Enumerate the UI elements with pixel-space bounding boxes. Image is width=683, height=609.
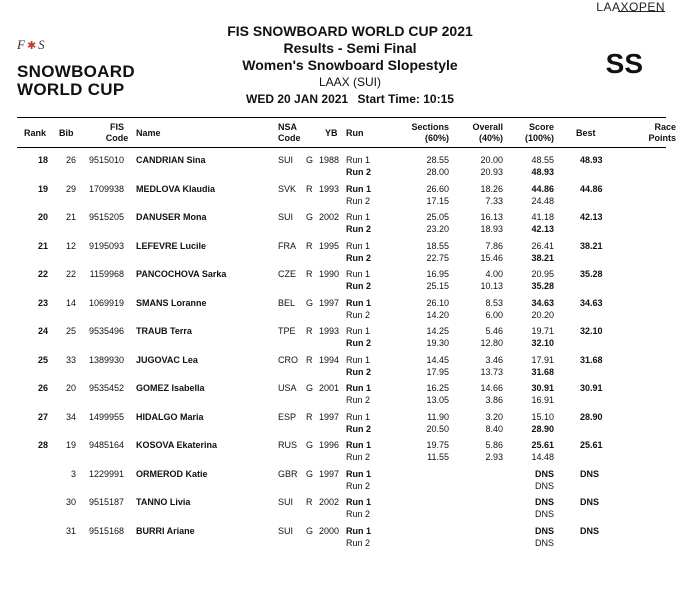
cell-g: R bbox=[306, 269, 313, 279]
run-overall: 5.86 bbox=[485, 440, 503, 450]
discipline-code: SS bbox=[605, 48, 643, 79]
run-score: 31.68 bbox=[531, 366, 554, 377]
cell-name: DANUSER Mona bbox=[136, 212, 207, 222]
cell-yb: 1993 bbox=[319, 326, 340, 336]
cell-g: R bbox=[306, 326, 313, 336]
cell-best: 42.13 bbox=[580, 212, 603, 222]
cell-rank: 19 bbox=[37, 183, 48, 194]
run-score: DNS bbox=[534, 497, 554, 507]
run-label: Run 2 bbox=[346, 167, 372, 177]
run-score: 19.71 bbox=[531, 326, 554, 336]
cell-g: G bbox=[306, 297, 314, 308]
col-run: Run bbox=[346, 128, 364, 138]
run-overall: 3.46 bbox=[485, 354, 503, 365]
cell-fis: 9535452 bbox=[88, 383, 124, 393]
cell-g: R bbox=[306, 354, 313, 365]
run-label: Run 1 bbox=[346, 240, 371, 251]
cell-nsa: SUI bbox=[278, 497, 294, 507]
run-label: Run 1 bbox=[346, 383, 372, 393]
run-score: 25.61 bbox=[531, 440, 554, 450]
event-name: Women's Snowboard Slopestyle bbox=[242, 57, 458, 73]
start-time: Start Time: 10:15 bbox=[357, 92, 454, 106]
col-overall-l2: (40%) bbox=[478, 133, 503, 143]
run-label: Run 2 bbox=[346, 195, 371, 206]
cell-nsa: USA bbox=[278, 383, 297, 393]
cell-nsa: SVK bbox=[278, 183, 297, 194]
run-overall: 18.26 bbox=[480, 183, 503, 194]
event-date: WED 20 JAN 2021 bbox=[246, 92, 349, 106]
cell-rank: 20 bbox=[37, 212, 48, 222]
run-score: 14.48 bbox=[531, 452, 554, 462]
cell-rank: 28 bbox=[37, 440, 48, 450]
run-sections: 28.55 bbox=[426, 155, 449, 165]
cell-best: DNS bbox=[580, 468, 600, 479]
cell-best: 34.63 bbox=[580, 297, 603, 308]
run-label: Run 1 bbox=[346, 183, 372, 194]
cell-best: DNS bbox=[580, 525, 600, 536]
cell-bib: 29 bbox=[65, 183, 76, 194]
cell-bib: 30 bbox=[65, 497, 76, 507]
run-sections: 11.55 bbox=[427, 452, 449, 462]
cell-rank: 22 bbox=[37, 269, 48, 279]
cell-best: 30.91 bbox=[580, 383, 603, 393]
snowboard-world-cup-logo bbox=[17, 37, 135, 99]
cell-rank: 26 bbox=[37, 383, 48, 393]
run-sections: 16.95 bbox=[426, 269, 449, 279]
cell-yb: 1990 bbox=[319, 269, 340, 279]
cell-g: R bbox=[306, 183, 313, 194]
run-label: Run 2 bbox=[346, 480, 371, 491]
run-overall: 10.13 bbox=[480, 281, 503, 291]
run-sections: 26.10 bbox=[426, 297, 449, 308]
cell-name: TRAUB Terra bbox=[136, 326, 192, 336]
cell-bib: 21 bbox=[65, 212, 76, 222]
cell-yb: 1994 bbox=[319, 354, 340, 365]
cell-nsa: BEL bbox=[278, 297, 296, 308]
cell-name: BURRI Ariane bbox=[136, 525, 195, 536]
venue: LAAX (SUI) bbox=[318, 75, 381, 89]
cell-yb: 1993 bbox=[319, 183, 340, 194]
col-sections bbox=[395, 122, 449, 144]
logo-line1: SNOWBOARD bbox=[17, 62, 135, 81]
col-overall-l1: Overall bbox=[472, 122, 503, 132]
run-score: 32.10 bbox=[531, 338, 554, 348]
run-label: Run 2 bbox=[346, 452, 371, 462]
run-label: Run 1 bbox=[346, 497, 372, 507]
run-score: DNS bbox=[534, 537, 554, 548]
cell-fis: 1389930 bbox=[88, 354, 124, 365]
cell-yb: 1995 bbox=[319, 240, 340, 251]
cell-best: 35.28 bbox=[580, 269, 603, 279]
cell-g: R bbox=[306, 240, 313, 251]
cell-nsa: FRA bbox=[278, 240, 296, 251]
run-label: Run 2 bbox=[346, 366, 372, 377]
run-sections: 19.75 bbox=[426, 440, 449, 450]
cell-name: KOSOVA Ekaterina bbox=[136, 440, 218, 450]
col-yb: YB bbox=[325, 128, 338, 138]
col-nsa-code bbox=[278, 122, 301, 144]
run-label: Run 1 bbox=[346, 411, 371, 422]
table-header-rule bbox=[17, 147, 666, 148]
run-sections: 20.50 bbox=[426, 423, 449, 434]
run-sections: 14.25 bbox=[426, 326, 449, 336]
cell-bib: 22 bbox=[65, 269, 76, 279]
cell-best: DNS bbox=[580, 497, 600, 507]
sponsor-underline bbox=[618, 11, 665, 12]
cell-bib: 14 bbox=[65, 297, 76, 308]
cell-bib: 20 bbox=[65, 383, 76, 393]
run-label: Run 1 bbox=[346, 354, 371, 365]
run-score: 35.28 bbox=[531, 281, 554, 291]
col-race-points-l1: Race bbox=[654, 122, 676, 132]
cell-fis: 9535496 bbox=[88, 326, 124, 336]
run-label: Run 1 bbox=[346, 468, 372, 479]
cell-yb: 1997 bbox=[319, 468, 340, 479]
run-sections: 16.25 bbox=[426, 383, 449, 393]
run-score: 48.93 bbox=[531, 167, 554, 177]
date-line bbox=[200, 91, 500, 108]
col-fis-code bbox=[100, 122, 134, 144]
cell-fis: 1709938 bbox=[88, 183, 124, 194]
cell-fis: 1499955 bbox=[88, 411, 124, 422]
run-score: 20.95 bbox=[531, 269, 554, 279]
run-overall: 8.40 bbox=[485, 423, 503, 434]
run-sections: 14.45 bbox=[426, 354, 449, 365]
cell-nsa: SUI bbox=[278, 212, 294, 222]
col-nsa-code-l1: NSA bbox=[278, 122, 298, 132]
cell-rank: 21 bbox=[37, 240, 48, 251]
cell-g: G bbox=[306, 155, 314, 165]
cell-fis: 1159968 bbox=[89, 269, 124, 279]
run-overall: 4.00 bbox=[485, 269, 503, 279]
cell-nsa: SUI bbox=[278, 525, 294, 536]
cell-yb: 2002 bbox=[319, 212, 340, 222]
cell-best: 28.90 bbox=[580, 411, 603, 422]
run-sections: 13.05 bbox=[426, 395, 449, 405]
run-label: Run 2 bbox=[346, 537, 371, 548]
cell-yb: 1996 bbox=[319, 440, 340, 450]
run-score: 48.55 bbox=[531, 155, 554, 165]
run-sections: 23.20 bbox=[426, 224, 449, 234]
run-score: DNS bbox=[534, 509, 554, 519]
cell-rank: 24 bbox=[37, 326, 48, 336]
run-overall: 20.93 bbox=[480, 167, 503, 177]
cell-fis: 9515205 bbox=[88, 212, 124, 222]
cell-best: 44.86 bbox=[580, 183, 603, 194]
cell-bib: 34 bbox=[65, 411, 76, 422]
report-title: FIS SNOWBOARD WORLD CUP 2021 bbox=[227, 23, 473, 39]
run-overall: 7.33 bbox=[485, 195, 503, 206]
cell-best: 31.68 bbox=[580, 354, 603, 365]
cell-nsa: RUS bbox=[278, 440, 298, 450]
cell-g: G bbox=[306, 468, 314, 479]
run-score: DNS bbox=[534, 525, 554, 536]
cell-g: G bbox=[306, 212, 314, 222]
cell-nsa: SUI bbox=[278, 155, 294, 165]
report-subtitle: Results - Semi Final bbox=[283, 40, 417, 56]
cell-yb: 2000 bbox=[319, 525, 340, 536]
cell-g: G bbox=[306, 383, 314, 393]
run-score: DNS bbox=[534, 480, 554, 491]
cell-bib: 33 bbox=[65, 354, 76, 365]
run-score: DNS bbox=[534, 468, 554, 479]
run-label: Run 2 bbox=[346, 252, 372, 263]
run-overall: 12.80 bbox=[480, 338, 503, 348]
run-label: Run 1 bbox=[346, 525, 372, 536]
run-score: 15.10 bbox=[531, 411, 554, 422]
col-bib: Bib bbox=[59, 128, 74, 138]
run-sections: 26.60 bbox=[426, 183, 449, 194]
cell-bib: 26 bbox=[65, 155, 76, 165]
col-fis-code-l2: Code bbox=[105, 133, 129, 143]
run-label: Run 1 bbox=[346, 155, 371, 165]
cell-best: 25.61 bbox=[580, 440, 603, 450]
cell-yb: 2002 bbox=[319, 497, 340, 507]
run-label: Run 2 bbox=[346, 281, 372, 291]
run-overall: 18.93 bbox=[480, 224, 503, 234]
run-overall: 3.20 bbox=[485, 411, 503, 422]
cell-name: JUGOVAC Lea bbox=[136, 354, 198, 365]
cell-yb: 2001 bbox=[319, 383, 340, 393]
col-fis-code-l1: FIS bbox=[109, 122, 124, 132]
run-overall: 2.93 bbox=[485, 452, 503, 462]
col-sections-l2: (60%) bbox=[424, 133, 449, 143]
run-overall: 7.86 bbox=[485, 240, 503, 251]
run-score: 20.20 bbox=[531, 309, 554, 320]
run-sections: 19.30 bbox=[426, 338, 449, 348]
run-sections: 17.15 bbox=[426, 195, 449, 206]
cell-fis: 1069919 bbox=[88, 297, 124, 308]
col-overall bbox=[455, 122, 503, 144]
run-label: Run 1 bbox=[346, 440, 372, 450]
run-overall: 16.13 bbox=[480, 212, 503, 222]
cell-bib: 12 bbox=[65, 240, 76, 251]
cell-nsa: TPE bbox=[278, 326, 296, 336]
col-race-points-l2: Points bbox=[648, 133, 676, 143]
cell-g: R bbox=[306, 497, 313, 507]
cell-yb: 1988 bbox=[319, 155, 340, 165]
run-label: Run 2 bbox=[346, 338, 372, 348]
cell-name: CANDRIAN Sina bbox=[136, 155, 206, 165]
run-label: Run 1 bbox=[346, 326, 371, 336]
run-overall: 3.86 bbox=[485, 395, 503, 405]
run-score: 44.86 bbox=[531, 183, 554, 194]
cell-fis: 9485164 bbox=[88, 440, 124, 450]
run-overall: 6.00 bbox=[485, 309, 503, 320]
col-best: Best bbox=[576, 128, 596, 138]
run-sections: 17.95 bbox=[426, 366, 449, 377]
logo-line2: WORLD CUP bbox=[17, 80, 125, 99]
cell-yb: 1997 bbox=[319, 297, 340, 308]
cell-fis: 9195093 bbox=[88, 240, 124, 251]
col-race-points bbox=[630, 122, 676, 144]
run-score: 26.41 bbox=[531, 240, 554, 251]
cell-bib: 25 bbox=[65, 326, 76, 336]
run-score: 24.48 bbox=[531, 195, 554, 206]
cell-rank: 18 bbox=[37, 155, 48, 165]
run-label: Run 1 bbox=[346, 297, 372, 308]
run-overall: 14.66 bbox=[480, 383, 503, 393]
cell-fis: 9515168 bbox=[88, 525, 124, 536]
run-sections: 18.55 bbox=[426, 240, 449, 251]
cell-fis: 9515187 bbox=[88, 497, 124, 507]
run-label: Run 2 bbox=[346, 309, 371, 320]
run-score: 38.21 bbox=[531, 252, 554, 263]
cell-g: G bbox=[306, 440, 314, 450]
cell-nsa: CRO bbox=[278, 354, 298, 365]
col-sections-l1: Sections bbox=[411, 122, 449, 132]
col-score-l2: (100%) bbox=[524, 133, 554, 143]
run-overall: 13.73 bbox=[480, 366, 503, 377]
run-sections: 25.05 bbox=[426, 212, 449, 222]
cell-bib: 3 bbox=[70, 468, 76, 479]
run-score: 41.18 bbox=[531, 212, 554, 222]
run-label: Run 1 bbox=[346, 269, 371, 279]
cell-yb: 1997 bbox=[319, 411, 340, 422]
col-name: Name bbox=[136, 128, 161, 138]
run-overall: 15.46 bbox=[480, 252, 503, 263]
cell-rank: 25 bbox=[37, 354, 48, 365]
run-score: 34.63 bbox=[531, 297, 554, 308]
cell-name: PANCOCHOVA Sarka bbox=[136, 269, 227, 279]
cell-name: TANNO Livia bbox=[136, 497, 191, 507]
cell-best: 48.93 bbox=[580, 155, 603, 165]
cell-best: 32.10 bbox=[580, 326, 603, 336]
run-overall: 5.46 bbox=[485, 326, 503, 336]
cell-bib: 19 bbox=[65, 440, 76, 450]
sponsor-logo: LAAXOPEN bbox=[596, 0, 665, 14]
col-score bbox=[510, 122, 554, 144]
cell-name: HIDALGO Maria bbox=[136, 411, 204, 422]
cell-nsa: CZE bbox=[278, 269, 296, 279]
cell-g: R bbox=[306, 411, 313, 422]
run-score: 42.13 bbox=[531, 224, 554, 234]
run-score: 28.90 bbox=[531, 423, 554, 434]
cell-bib: 31 bbox=[65, 525, 76, 536]
cell-name: GOMEZ Isabella bbox=[136, 383, 205, 393]
cell-rank: 23 bbox=[37, 297, 48, 308]
table-top-rule bbox=[17, 117, 666, 118]
cell-name: MEDLOVA Klaudia bbox=[136, 183, 216, 194]
run-label: Run 2 bbox=[346, 395, 371, 405]
run-sections: 25.15 bbox=[426, 281, 449, 291]
col-nsa-code-l2: Code bbox=[278, 133, 301, 143]
cell-nsa: ESP bbox=[278, 411, 297, 422]
run-label: Run 2 bbox=[346, 224, 372, 234]
cell-name: LEFEVRE Lucile bbox=[136, 240, 207, 251]
run-label: Run 1 bbox=[346, 212, 371, 222]
run-sections: 14.20 bbox=[426, 309, 449, 320]
run-overall: 20.00 bbox=[480, 155, 503, 165]
run-sections: 28.00 bbox=[426, 167, 449, 177]
run-label: Run 2 bbox=[346, 423, 372, 434]
report-header bbox=[200, 23, 500, 108]
run-score: 16.91 bbox=[531, 395, 554, 405]
cell-g: G bbox=[306, 525, 314, 536]
run-sections: 22.75 bbox=[426, 252, 449, 263]
cell-fis: 1229991 bbox=[88, 468, 124, 479]
cell-best: 38.21 bbox=[580, 240, 603, 251]
run-overall: 8.53 bbox=[485, 297, 503, 308]
cell-nsa: GBR bbox=[278, 468, 298, 479]
cell-name: ORMEROD Katie bbox=[136, 468, 208, 479]
col-rank: Rank bbox=[24, 128, 47, 138]
run-label: Run 2 bbox=[346, 509, 371, 519]
run-score: 30.91 bbox=[531, 383, 554, 393]
run-sections: 11.90 bbox=[427, 411, 449, 422]
cell-rank: 27 bbox=[37, 411, 48, 422]
cell-name: SMANS Loranne bbox=[136, 297, 207, 308]
fis-logo: F✱S bbox=[17, 37, 47, 52]
run-score: 17.91 bbox=[531, 354, 554, 365]
cell-fis: 9515010 bbox=[88, 155, 124, 165]
col-score-l1: Score bbox=[528, 122, 554, 132]
